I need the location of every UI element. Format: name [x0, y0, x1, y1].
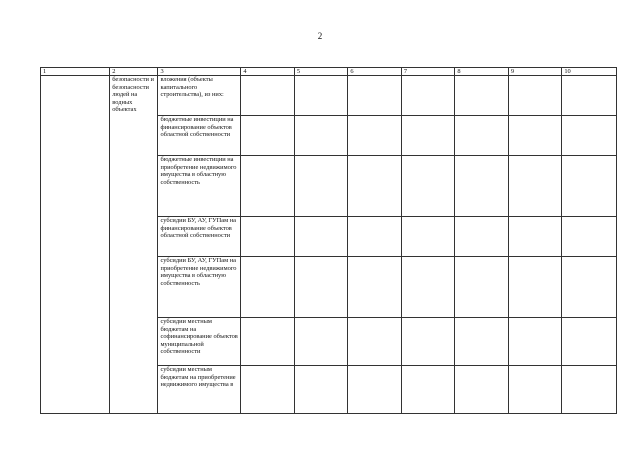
cell-empty: [562, 366, 617, 414]
cell-empty: [401, 318, 455, 366]
page-number: 2: [317, 31, 323, 41]
cell-empty: [562, 76, 617, 116]
cell-program-name: безопасности и безопасности людей на водных объектах: [110, 76, 158, 414]
cell-empty: [508, 116, 562, 156]
cell-empty: [348, 318, 402, 366]
cell-empty: [348, 366, 402, 414]
cell-col1: [41, 76, 110, 414]
cell-empty: [508, 156, 562, 217]
cell-empty: [455, 318, 509, 366]
cell-empty: [241, 156, 295, 217]
cell-empty: [241, 217, 295, 257]
column-header-9: 9: [508, 68, 562, 76]
column-header-4: 4: [241, 68, 295, 76]
cell-empty: [241, 116, 295, 156]
cell-empty: [508, 76, 562, 116]
cell-empty: [455, 116, 509, 156]
cell-empty: [508, 217, 562, 257]
cell-empty: [241, 366, 295, 414]
column-header-2: 2: [110, 68, 158, 76]
cell-empty: [294, 217, 348, 257]
column-header-6: 6: [348, 68, 402, 76]
cell-empty: [348, 257, 402, 318]
budget-table: [40, 67, 617, 414]
cell-funding-type: субсидии местным бюджетам на софинансирование объектов муниципальной собственности: [158, 318, 241, 366]
cell-empty: [455, 217, 509, 257]
cell-empty: [401, 76, 455, 116]
cell-empty: [508, 366, 562, 414]
cell-empty: [455, 366, 509, 414]
cell-funding-type: субсидии местным бюджетам на приобретение недвижимого имущества в: [158, 366, 241, 414]
cell-empty: [294, 257, 348, 318]
header-row: [41, 68, 617, 76]
cell-empty: [294, 366, 348, 414]
column-header-1: 1: [41, 68, 110, 76]
cell-empty: [348, 76, 402, 116]
column-header-8: 8: [455, 68, 509, 76]
cell-empty: [401, 366, 455, 414]
cell-empty: [455, 156, 509, 217]
cell-empty: [241, 76, 295, 116]
cell-funding-type: субсидии БУ, АУ, ГУПам на финансирование объектов областной собственности: [158, 217, 241, 257]
cell-empty: [348, 116, 402, 156]
cell-funding-type: вложения (объекты капитального строительства), из них:: [158, 76, 241, 116]
cell-empty: [508, 257, 562, 318]
column-header-7: 7: [401, 68, 455, 76]
cell-empty: [401, 257, 455, 318]
cell-empty: [508, 318, 562, 366]
cell-empty: [348, 156, 402, 217]
cell-empty: [562, 257, 617, 318]
cell-empty: [241, 318, 295, 366]
cell-funding-type: бюджетные инвестиции на финансирование объектов областной собственности: [158, 116, 241, 156]
cell-empty: [562, 318, 617, 366]
cell-empty: [401, 116, 455, 156]
column-header-10: 10: [562, 68, 617, 76]
table-row: [41, 76, 617, 116]
cell-empty: [562, 116, 617, 156]
column-header-3: 3: [158, 68, 241, 76]
cell-funding-type: бюджетные инвестиции на приобретение недвижимого имущества в областную собственность: [158, 156, 241, 217]
cell-empty: [401, 156, 455, 217]
cell-empty: [294, 116, 348, 156]
cell-empty: [401, 217, 455, 257]
column-header-5: 5: [294, 68, 348, 76]
cell-empty: [294, 76, 348, 116]
cell-funding-type: субсидии БУ, АУ, ГУПам на приобретение недвижимого имущества в областную собственность: [158, 257, 241, 318]
cell-empty: [562, 217, 617, 257]
cell-empty: [562, 156, 617, 217]
cell-empty: [455, 257, 509, 318]
cell-empty: [294, 318, 348, 366]
cell-empty: [241, 257, 295, 318]
cell-empty: [455, 76, 509, 116]
cell-empty: [294, 156, 348, 217]
cell-empty: [348, 217, 402, 257]
